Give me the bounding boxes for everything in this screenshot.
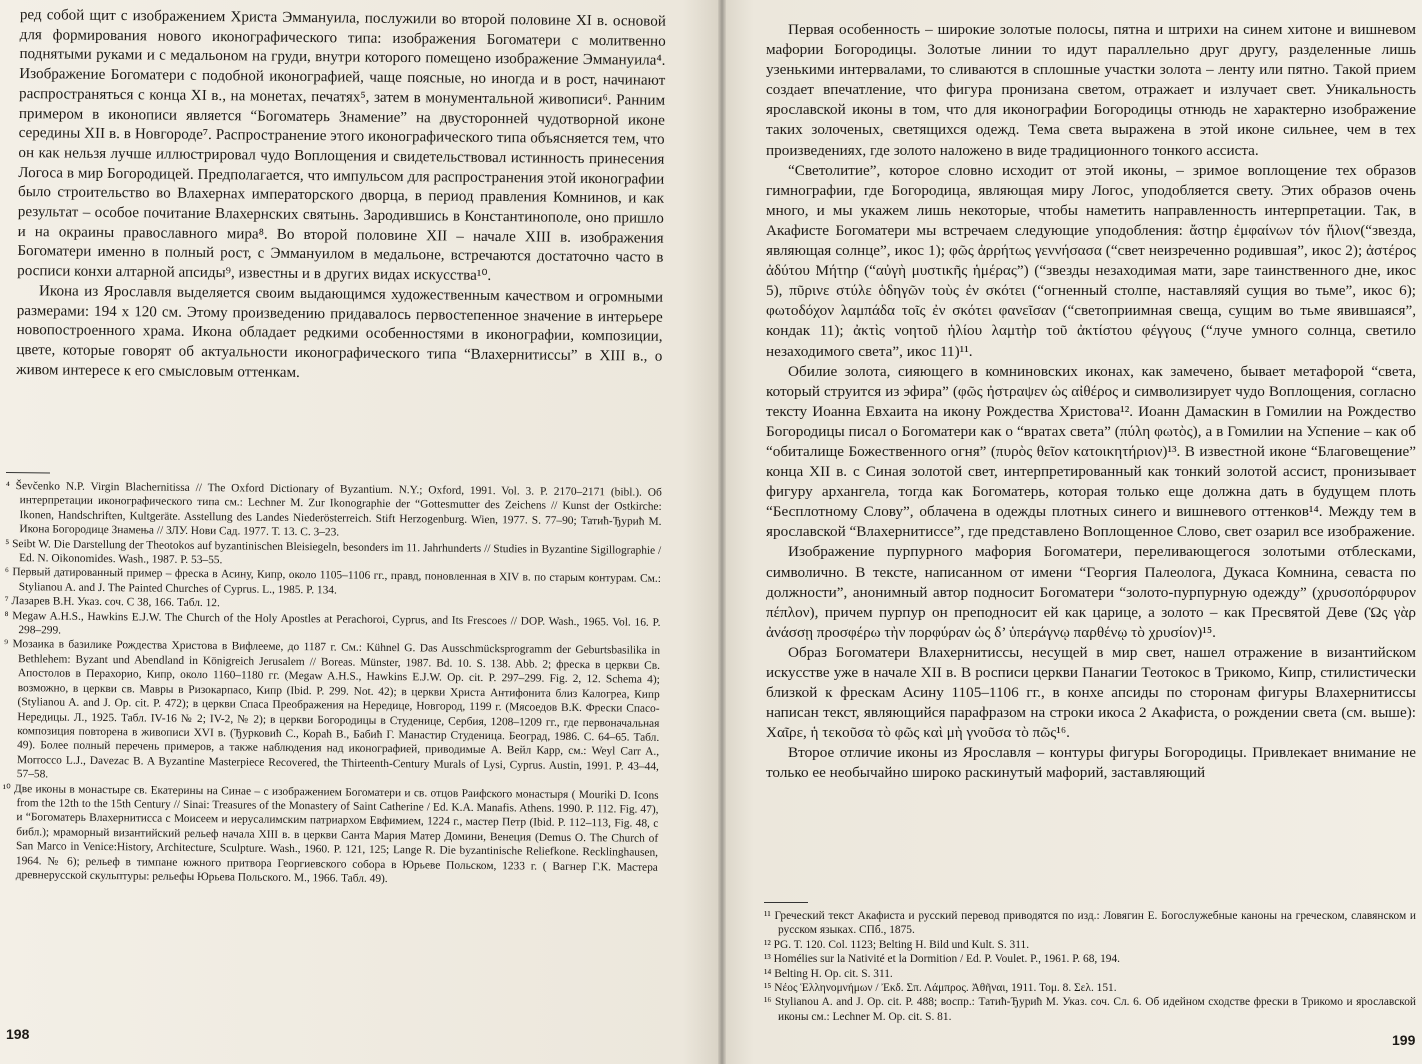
footnote-10: ¹⁰ Две иконы в монастыре св. Екатерины на Синае – с изображением Богоматери и св. отцов Раифского монастыря ( Mouriki D. Icons from the 12th to the 15th Century // Sinai: Treasures of the Monastery of Saint Catherine / Ed. K.A. Manafis. Athens. 1990. P. 112. Fig. 47), и “Богоматерь Влахернитисса с Моисеем и иерусалимским патриархом Евфимием, 1224 г., мастер Петр (Ibid. P. 112–113, Fig. 48, с библ.); мраморный византийский рельеф начала XIII в. в церкви Санта Мария Матер Домини, Венеция (Demus O. The Church of San Marco in Venice:History, Architecture, Sculpture. Wash., 1960. P. 121, 125; Lange R. Die byzantinische Reliefkone. Recklinghausen, 1964. № 6); рельеф в тимпане южного притвора Георгиевского собора в Юрьеве Польском, 1233 г. ( Вагнер Г.К. Мастера древнерусской скульптуры: рельефы Юрьева Польского. М., 1966. Табл. 49).: [2, 782, 659, 885]
left-main-text: [16, 6, 666, 387]
footnote-8: ⁸ Megaw A.H.S., Hawkins E.J.W. The Church of the Holy Apostles at Perachoroi, Cyprus, and Its Frescoes // DOP. Wash., 1965. Vol. 16. P. 298–299.: [4, 609, 661, 637]
right-paragraph-5: Образ Богоматери Влахернитиссы, несущей в мир свет, нашел отражение в византийском искусстве уже в начале XII в. В росписи церкви Панагии Теотокос в Трикомо, Кипр, стилистически близкой к фрескам Асину 1105–1106 гг., в конхе апсиды по сторонам фигуры Влахернитиссы написан текст, являющийся парафразом на строки икоса 2 Акафиста, о рождении света (см. выше): Χαῖρε, ἡ τεκοῦσα τὸ φῶς καὶ μὴ γνοῦσα τὸ πῶς¹⁶.: [766, 643, 1416, 742]
left-page-number: 198: [6, 1026, 30, 1042]
footnote-14: ¹⁴ Belting H. Op. cit. S. 311.: [764, 967, 893, 980]
left-paragraph-2: Икона из Ярославля выделяется своим выдающимся художественным качеством и огромными размерами: 194 x 120 см. Этому произведению придавалось первостепенное значение в интерьере новопостроенного храма. Икона обладает редкими особенностями в иконографии, композиции, цвете, которые говорят об актуальности иконографического типа “Влахернитиссы” в XIII в., о живом интересе к его смысловым оттенкам.: [16, 283, 664, 381]
left-footnotes: [2, 472, 662, 889]
footnote-6: ⁶ Первый датированный пример – фреска в Асину, Кипр, около 1105–1106 гг., правд, поновленная в XIV в. по старым контурам. См.: Stylianou A. and J. The Painted Churches of Cyprus. L., 1985. P. 134.: [4, 566, 661, 597]
right-paragraph-3: Обилие золота, сияющего в комниновских иконах, как замечено, бывает метафорой “света, который струится из эфира” (φῶς ἠστραψεν ὡς αἰθέρος и символизирует чудо Воплощения, согласно тексту Иоанна Евхаита на икону Рождества Христова¹². Иоанн Дамаскин в Гомилии на Рождество Богородицы писал о Богоматери как о “вратах света” (πύλη φωτὸς), а в Гомилии на Успение – как об “обиталище Божественного огня” (πυρὸς θεῖον κατοικητήριον)¹³. В известной иконе “Благовещение” конца XII в. с Синая золотой свет, интерпретированный как тонкий золотой ассист, пронизывает фигуру архангела, тогда как Богоматерь, которая только еще должна дать в будущем плоть “Бесплотному Слову”, облачена в одежды плотных синего и вишневого оттенков¹⁴. Между тем в ярославской “Влахернитиссе”, где представлено Воплощенное Слово, свет озарил все изображение.: [766, 362, 1416, 541]
right-main-text: [766, 20, 1416, 784]
right-paragraph-2: “Светолитие”, которое словно исходит от этой иконы, – зримое воплощение тех образов гимнографии, где Богородица, являющая миру Логос, уподобляется свету. Этих образов очень много, и мы укажем лишь некоторые, чтобы наметить направленность интерпретации. Так, в Акафисте Богоматери мы встречаем следующие уподобления: ἄστηρ ἐμφαίνων τόν ἥλιον(“звезда, являющая солнце”, икос 1); φῶς ἀρρήτως γεννήσασα (“свет неизреченно родившая”, икос 2); ἀστέρος ἀδύτου Μήτηρ (“αὐγὴ μυστικῆς ἡμέρας”) (“звезды незаходимая мати, заре таинственного дне, икос 5), πῦρινε στύλε ὁδηγῶν τοὺς ἐν σκότει (“огненный столпе, наставляяй сущия во тьме”, икос 6); φωτοδόχον λαμπάδα τοῖς ἐν σκότει φανεῖσαν (“светоприимная свеща, сущим во тьме явившаяся”, кондак 11); ἀκτὶς νοητοῦ ἡλίου λαμτὴρ τοῦ ἀκτίστου φέγγους (“луче умного солнца, светило незаходимого света”, икос 11)¹¹.: [766, 161, 1416, 360]
footnote-5: ⁵ Seibt W. Die Darstellung der Theotokos auf byzantinischen Bleisiegeln, besonders im 11. Jahrhunderts // Studies in Byzantine Sigillographie / Ed. N. Oikonomides. Wash., 1987. P. 53–55.: [5, 537, 662, 567]
book-gutter: [718, 0, 726, 1064]
right-footnotes: [764, 902, 1416, 1024]
footnote-rule: [764, 902, 808, 903]
left-paragraph-1: ред собой щит с изображением Христа Эммануила, послужили во второй половине XI в. основой для формирования нового иконографического типа: изображения Богоматери с молитвенно поднятыми руками и с медальоном на груди, внутри которого помещено изображение Эммануила⁴. Изображение Богоматери с подобной иконографией, чаще поясные, но иногда и в рост, начинают распространяться с конца XI в., на монетах, печатях⁵, затем в монументальной живописи⁶. Ранним примером в иконописи является “Богоматерь Знамение” на двусторонней чудотворной иконе середины XII в. в Новгороде⁷. Распространение этого иконографического типа объясняется тем, что он как нельзя лучше иллюстрировал чудо Воплощения и свидетельствовал истинность принесения Логоса в мир Богородицей. Предполагается, что импульсом для распространения этой иконографии было строительство во Влахернах императорского дворца, в период правления Комнинов, и как результат – особое почитание Влахернских святынь. Зародившись в Константинополе, оно пришло и на окраины православного мира⁸. Во второй половине XII – начале XIII в. изображения Богоматери именно в полный рост, с Эммануилом в медальоне, встречаются достаточно часто в росписи конхи алтарной апсиды⁹, известны и в других видах искусства¹⁰.: [17, 6, 666, 285]
footnote-16: ¹⁶ Stylianou A. and J. Op. cit. P. 488; воспр.: Татић-Ђурић М. Указ. соч. Сл. 6. Об идейном сходстве фрески в Трикомо и ярославской иконы см.: Lechner M. Op. cit. S. 81.: [764, 996, 1416, 1023]
footnote-13: ¹³ Homélies sur la Nativité et la Dormition / Ed. P. Voulet. P., 1961. P. 68, 194.: [764, 953, 1121, 966]
right-page-number: 199: [1392, 1032, 1416, 1048]
right-paragraph-4: Изображение пурпурного мафория Богоматери, переливающегося золотыми отблесками, символично. В тексте, написанном от имени “Георгия Палеолога, Дукаса Комнина, севаста по должности”, анонимный автор подносит Богоматери “золото-пурпурную одежду” (χρυσοπόρφυρον πέπλον), причем пурпур он преподносит ей как царице, а золото – как Пресвятой Деве (Ὡς γὰρ ἀνάσσῃ προσφέρω τὴν πορφύραν ὡς δ’ ὑπεράγνῳ παρθένῳ τὸ χρυσίον)¹⁵.: [766, 543, 1416, 641]
footnote-15: ¹⁵ Νέος Ἑλληνομνήμων / Ἐκδ. Σπ. Λάμπρος. Ἀθῆναι, 1911. Τομ. 8. Σελ. 151.: [764, 982, 1117, 995]
footnote-4: ⁴ Ševčenko N.P. Virgin Blachernitissa // The Oxford Dictionary of Byzantium. N.Y.; Oxford, 1991. Vol. 3. P. 2170–2171 (bibl.). Об интерпретации иконографического типа см.: Lechner M. Zur Ikonographie der “Gottesmutter des Zeichens // Kunst der Ostkirche: Ikonen, Handschriften, Kultgeräte. Asstellung des Landes Niederösterreich. Stift Herzogenburg. Wien, 1977. S. 77–90; Татић-Ђурић М. Икона Богородице Знамења // ЗЛУ. Нови Сад. 1977. Т. 13. С. 3–23.: [5, 479, 662, 539]
footnote-7: ⁷ Лазарев В.Н. Указ. соч. С 38, 166. Табл. 12.: [4, 595, 220, 610]
footnote-12: ¹² PG. T. 120. Col. 1123; Belting H. Bild und Kult. S. 311.: [764, 938, 1030, 951]
right-paragraph-1: Первая особенность – широкие золотые полосы, пятна и штрихи на синем хитоне и вишневом мафории Богородицы. Золотые линии то идут параллельно друг другу, разделенные лишь узенькими интервалами, то сливаются в сплошные участки золота – ленту или пятно. Такой прием создает впечатление, что фигура пронизана светом, отражает и излучает свет. Уникальность ярославской иконы в том, что для иконографии Богородицы отнюдь не характерно изображение таких золоченых, светящихся одежд. Тема света выражена в этой иконе сильнее, чем в тех произведениях, где золото наложено в виде традиционного тонкого ассиста.: [766, 21, 1416, 159]
right-paragraph-6: Второе отличие иконы из Ярославля – контуры фигуры Богородицы. Привлекает внимание не только ее необычайно широко раскинутый мафорий, заставляющий: [766, 744, 1416, 782]
footnote-11: ¹¹ Греческий текст Акафиста и русский перевод приводятся по изд.: Ловягин Е. Богослужебные каноны на греческом, славянском и русском языках. СПб., 1875.: [764, 910, 1416, 937]
footnote-rule: [6, 472, 50, 473]
right-page: [730, 0, 1422, 1064]
footnote-9: ⁹ Мозаика в базилике Рождества Христова в Вифлееме, до 1187 г. См.: Kühnel G. Das Ausschmücksprogramm der Geburtsbasilika in Bethlehem: Byzant und Abendland in Königreich Jerusalem // Boreas. Münster, 1987. Bd. 10. S. 138. Abb. 2; фреска в церкви Св. Апостолов в Перахорио, Кипр, около 1160–1180 гг. (Megaw A.H.S., Hawkins E.J.W. Op. cit. P. 297–299. Fig. 2, 12. Schema 4); возможно, в церкви св. Мавры в Ризокарпасо, Кипр (Ibid. P. 299. Not. 42); в церкви Христа Антифонита близ Калогреа, Кипр (Stylianou A. and J. Op. cit. P. 472); в церкви Спаса Преображения на Нередице, Новгород, 1199 г. (Мясоедов В.К. Фрески Спасо-Нередицы. Л., 1925. Табл. IV-16 № 2; IV-2, № 2); в церкви Богородицы в Студенице, Сербия, 1208–1209 гг., где первоначальная композиция повторена в живописи XVI в. (Ђурковић С., Кораћ В., Бабић Г. Манастир Студеница. Београд, 1986. С. 64–65. Табл. 49). Более полный перечень примеров, а также наблюдения над иконографией, приводимые А. Вейл Карр, см.: Weyl Carr A., Morrocco L.J., Davezac B. A Byzantine Masterpiece Recovered, the Thirteenth-Century Murals of Lysi, Cyprus. Austin, 1991. P. 43–44, 57–58.: [4, 638, 661, 781]
